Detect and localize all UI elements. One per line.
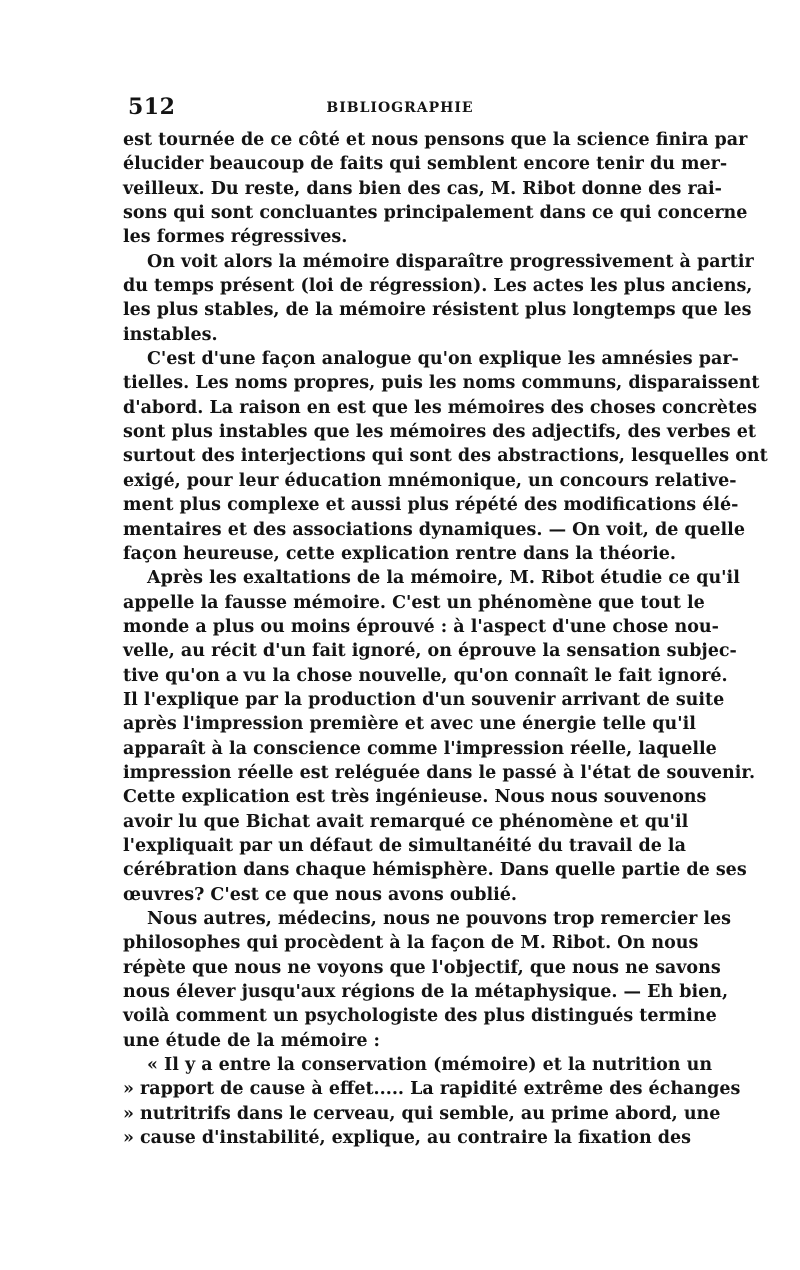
text-line: répète que nous ne voyons que l'objectif, que nous ne savons [123, 957, 721, 978]
text-line: nous élever jusqu'aux régions de la métaphysique. — Eh bien, [123, 982, 729, 1003]
text-line: appelle la fausse mémoire. C'est un phénomène que tout le [123, 592, 705, 613]
text-line: œuvres? C'est ce que nous avons oublié. [123, 884, 518, 905]
text-line: velle, au récit d'un fait ignoré, on éprouve la sensation subjec- [123, 641, 737, 662]
text-line: Cette explication est très ingénieuse. Nous nous souvenons [123, 787, 707, 808]
text-line: tive qu'on a vu la chose nouvelle, qu'on connaît le fait ignoré. [123, 665, 728, 686]
text-line: les plus stables, de la mémoire résistent plus longtemps que les [123, 300, 752, 321]
text-line: l'expliquait par un défaut de simultanéité du travail de la [123, 835, 686, 856]
text-line: philosophes qui procèdent à la façon de M. Ribot. On nous [123, 933, 699, 954]
text-line: monde a plus ou moins éprouvé : à l'aspect d'une chose nou- [123, 616, 719, 637]
text-line: apparaît à la conscience comme l'impression réelle, laquelle [123, 738, 717, 759]
text-line: veilleux. Du reste, dans bien des cas, M. Ribot donne des rai- [123, 178, 722, 199]
text-line: Nous autres, médecins, nous ne pouvons trop remercier les [147, 909, 732, 929]
text-line: mentaires et des associations dynamiques. — On voit, de quelle [123, 519, 745, 540]
text-line: voilà comment un psychologiste des plus distingués termine [123, 1006, 717, 1027]
text-line: exigé, pour leur éducation mnémonique, un concours relative- [123, 470, 737, 491]
text-line: d'abord. La raison en est que les mémoires des choses concrètes [123, 397, 758, 418]
text-line: instables. [123, 324, 218, 345]
text-line: une étude de la mémoire : [123, 1030, 381, 1051]
text-line: Il l'explique par la production d'un souvenir arrivant de suite [123, 689, 725, 710]
text-line: C'est d'une façon analogue qu'on explique les amnésies par- [147, 349, 739, 370]
page-number: 512 [128, 94, 176, 120]
text-line: façon heureuse, cette explication rentre dans la théorie. [123, 543, 676, 564]
text-line: « Il y a entre la conservation (mémoire) et la nutrition un [147, 1055, 713, 1076]
text-line: après l'impression première et avec une énergie telle qu'il [123, 714, 696, 735]
text-line: les formes régressives. [123, 227, 348, 248]
text-line: sont plus instables que les mémoires des adjectifs, des verbes et [123, 422, 756, 443]
text-line: impression réelle est reléguée dans le passé à l'état de souvenir. [123, 762, 756, 783]
text-line: ment plus complexe et aussi plus répété des modifications élé- [123, 495, 739, 516]
text-line: cérébration dans chaque hémisphère. Dans quelle partie de ses [123, 860, 747, 881]
text-line: » nutritrifs dans le cerveau, qui semble, au prime abord, une [123, 1103, 721, 1124]
text-line: est tournée de ce côté et nous pensons que la science finira par [123, 130, 748, 150]
text-line: avoir lu que Bichat avait remarqué ce phénomène et qu'il [123, 811, 689, 832]
text-line: » rapport de cause à effet..... La rapidité extrême des échanges [123, 1079, 741, 1100]
body-text [123, 128, 768, 1150]
text-line: tielles. Les noms propres, puis les noms communs, disparaissent [123, 373, 760, 394]
text-line: sons qui sont concluantes principalement dans ce qui concerne [123, 203, 748, 224]
text-line: Après les exaltations de la mémoire, M. Ribot étudie ce qu'il [147, 568, 740, 589]
page-header [128, 94, 672, 124]
text-line: du temps présent (loi de régression). Les actes les plus anciens, [123, 276, 753, 297]
text-line: » cause d'instabilité, explique, au contraire la fixation des [123, 1128, 691, 1149]
text-line: On voit alors la mémoire disparaître progressivement à partir [147, 251, 754, 272]
running-title: BIBLIOGRAPHIE [326, 100, 474, 116]
text-line: surtout des interjections qui sont des abstractions, lesquelles ont [123, 446, 768, 467]
text-line: élucider beaucoup de faits qui semblent encore tenir du mer- [123, 154, 728, 175]
